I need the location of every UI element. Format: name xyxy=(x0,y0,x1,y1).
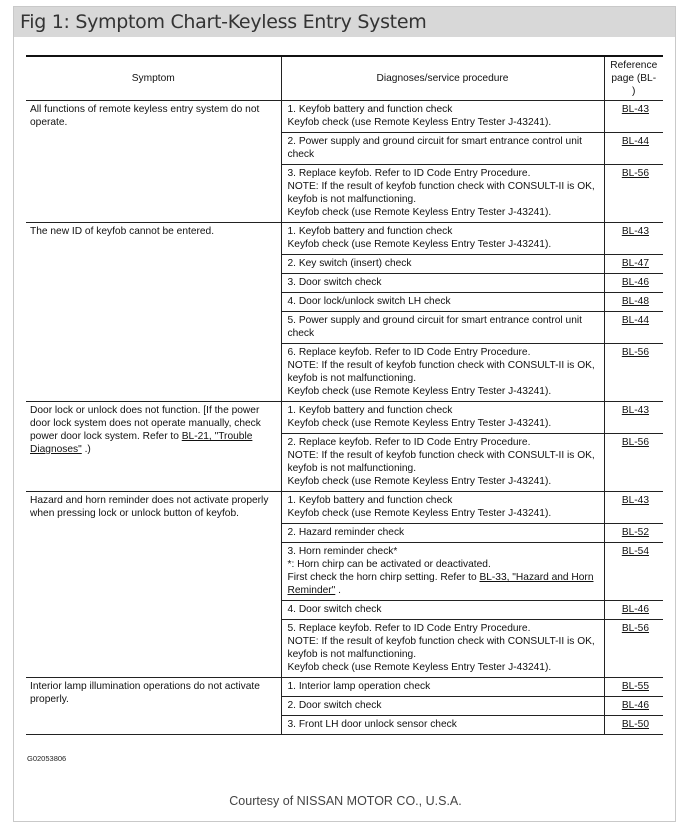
reference-page-link[interactable]: BL-54 xyxy=(621,546,649,557)
procedure-cell xyxy=(281,312,604,344)
reference-page-link[interactable]: BL-55 xyxy=(621,681,649,692)
procedure-line: 6. Replace keyfob. Refer to ID Code Entry Procedure. xyxy=(287,347,531,358)
procedure-line: 1. Keyfob battery and function check xyxy=(287,495,453,506)
reference-page-link[interactable]: BL-43 xyxy=(621,226,649,237)
reference-cell xyxy=(604,434,663,492)
procedure-cell xyxy=(281,434,604,492)
procedure-cell xyxy=(281,620,604,678)
procedure-line: Keyfob check (use Remote Keyless Entry Tester J-43241). xyxy=(287,117,552,128)
procedure-cell xyxy=(281,133,604,165)
reference-cell xyxy=(604,312,663,344)
procedure-line: 1. Keyfob battery and function check xyxy=(287,226,453,237)
symptom-chart-table xyxy=(26,55,663,735)
table-header-row xyxy=(26,56,663,101)
table-body xyxy=(26,101,663,735)
procedure-line: 1. Interior lamp operation check xyxy=(287,681,431,692)
reference-page-link[interactable]: BL-46 xyxy=(621,604,649,615)
reference-page-link[interactable]: BL-43 xyxy=(621,104,649,115)
procedure-line: NOTE: If the result of keyfob function check with CONSULT-II is OK, keyfob is not malfunctioning. xyxy=(287,181,595,205)
reference-cell xyxy=(604,524,663,543)
header-procedure: Diagnoses/service procedure xyxy=(281,56,604,101)
procedure-line: 2. Power supply and ground circuit for smart entrance control unit check xyxy=(287,136,582,160)
procedure-line: 2. Replace keyfob. Refer to ID Code Entry Procedure. xyxy=(287,437,531,448)
reference-cell xyxy=(604,601,663,620)
reference-cell xyxy=(604,697,663,716)
procedure-line: Keyfob check (use Remote Keyless Entry Tester J-43241). xyxy=(287,207,552,218)
reference-page-link[interactable]: BL-56 xyxy=(621,623,649,634)
reference-page-link[interactable]: BL-56 xyxy=(621,168,649,179)
procedure-line: NOTE: If the result of keyfob function check with CONSULT-II is OK, keyfob is not malfunctioning. xyxy=(287,360,595,384)
procedure-line: Keyfob check (use Remote Keyless Entry Tester J-43241). xyxy=(287,418,552,429)
figure-frame xyxy=(13,6,676,822)
figure-title: Fig 1: Symptom Chart-Keyless Entry System xyxy=(14,7,675,37)
procedure-line: Keyfob check (use Remote Keyless Entry Tester J-43241). xyxy=(287,239,552,250)
reference-page-link[interactable]: BL-43 xyxy=(621,495,649,506)
reference-page-link[interactable]: BL-56 xyxy=(621,347,649,358)
procedure-cell xyxy=(281,492,604,524)
reference-page-link[interactable]: BL-52 xyxy=(621,527,649,538)
reference-cell xyxy=(604,165,663,223)
symptom-text-tail: .) xyxy=(81,444,91,455)
reference-page-link[interactable]: BL-46 xyxy=(621,700,649,711)
table-row xyxy=(26,101,663,133)
symptom-reference-link[interactable]: BL-21, "Trouble Diagnoses" xyxy=(30,431,253,455)
symptom-text: Door lock or unlock does not function. [If the power door lock system does not operate manually, check power door lock system. Refer to xyxy=(30,405,261,442)
symptom-text: The new ID of keyfob cannot be entered. xyxy=(30,226,215,237)
procedure-line: Keyfob check (use Remote Keyless Entry Tester J-43241). xyxy=(287,508,552,519)
procedure-line: 3. Door switch check xyxy=(287,277,382,288)
reference-cell xyxy=(604,716,663,735)
procedure-cell xyxy=(281,255,604,274)
procedure-line: NOTE: If the result of keyfob function check with CONSULT-II is OK, keyfob is not malfunctioning. xyxy=(287,450,595,474)
procedure-line: NOTE: If the result of keyfob function check with CONSULT-II is OK, keyfob is not malfunctioning. xyxy=(287,636,595,660)
reference-cell xyxy=(604,620,663,678)
procedure-line: 5. Power supply and ground circuit for smart entrance control unit check xyxy=(287,315,582,339)
reference-cell xyxy=(604,678,663,697)
procedure-reference-link[interactable]: BL-33, "Hazard and Horn Reminder" xyxy=(287,572,594,596)
reference-page-link[interactable]: BL-50 xyxy=(621,719,649,730)
table-row xyxy=(26,402,663,434)
reference-cell xyxy=(604,223,663,255)
reference-cell xyxy=(604,543,663,601)
image-code: G02053806 xyxy=(27,754,67,763)
reference-page-link[interactable]: BL-48 xyxy=(621,296,649,307)
procedure-line: 4. Door switch check xyxy=(287,604,382,615)
symptom-cell xyxy=(26,402,281,492)
procedure-cell xyxy=(281,716,604,735)
reference-cell xyxy=(604,402,663,434)
table-row xyxy=(26,223,663,255)
procedure-line-tail: . xyxy=(335,585,341,596)
reference-page-link[interactable]: BL-44 xyxy=(621,136,649,147)
procedure-cell xyxy=(281,101,604,133)
reference-cell xyxy=(604,492,663,524)
symptom-cell xyxy=(26,492,281,678)
header-symptom: Symptom xyxy=(26,56,281,101)
procedure-line: 2. Key switch (insert) check xyxy=(287,258,412,269)
procedure-line: Keyfob check (use Remote Keyless Entry Tester J-43241). xyxy=(287,476,552,487)
procedure-line: 1. Keyfob battery and function check xyxy=(287,405,453,416)
procedure-line: 4. Door lock/unlock switch LH check xyxy=(287,296,451,307)
reference-page-link[interactable]: BL-46 xyxy=(621,277,649,288)
procedure-line: 5. Replace keyfob. Refer to ID Code Entry Procedure. xyxy=(287,623,531,634)
procedure-line: 2. Hazard reminder check xyxy=(287,527,405,538)
reference-page-link[interactable]: BL-47 xyxy=(621,258,649,269)
symptom-text: All functions of remote keyless entry system do not operate. xyxy=(30,104,260,128)
reference-cell xyxy=(604,255,663,274)
procedure-cell xyxy=(281,402,604,434)
procedure-line: *: Horn chirp can be activated or deactivated. xyxy=(287,559,491,570)
procedure-line: Keyfob check (use Remote Keyless Entry Tester J-43241). xyxy=(287,662,552,673)
procedure-cell xyxy=(281,601,604,620)
procedure-line: 1. Keyfob battery and function check xyxy=(287,104,453,115)
procedure-cell xyxy=(281,678,604,697)
procedure-cell xyxy=(281,223,604,255)
reference-page-link[interactable]: BL-43 xyxy=(621,405,649,416)
procedure-cell xyxy=(281,274,604,293)
reference-cell xyxy=(604,133,663,165)
reference-page-link[interactable]: BL-44 xyxy=(621,315,649,326)
symptom-cell xyxy=(26,101,281,223)
procedure-line: Keyfob check (use Remote Keyless Entry Tester J-43241). xyxy=(287,386,552,397)
procedure-cell xyxy=(281,524,604,543)
reference-cell xyxy=(604,293,663,312)
procedure-cell xyxy=(281,293,604,312)
table-row xyxy=(26,492,663,524)
symptom-cell xyxy=(26,678,281,735)
procedure-line: 2. Door switch check xyxy=(287,700,382,711)
symptom-text: Interior lamp illumination operations do not activate properly. xyxy=(30,681,260,705)
procedure-line: 3. Horn reminder check* xyxy=(287,546,398,557)
procedure-cell xyxy=(281,165,604,223)
procedure-line: 3. Replace keyfob. Refer to ID Code Entry Procedure. xyxy=(287,168,531,179)
table-row xyxy=(26,678,663,697)
procedure-cell xyxy=(281,344,604,402)
procedure-cell xyxy=(281,543,604,601)
procedure-line: First check the horn chirp setting. Refer to xyxy=(287,572,480,583)
reference-page-link[interactable]: BL-56 xyxy=(621,437,649,448)
symptom-text: Hazard and horn reminder does not activate properly when pressing lock or unlock button of keyfob. xyxy=(30,495,269,519)
procedure-line: 3. Front LH door unlock sensor check xyxy=(287,719,457,730)
courtesy-line: Courtesy of NISSAN MOTOR CO., U.S.A. xyxy=(229,794,462,808)
symptom-cell xyxy=(26,223,281,402)
reference-cell xyxy=(604,101,663,133)
reference-cell xyxy=(604,274,663,293)
procedure-cell xyxy=(281,697,604,716)
header-reference: Reference page (BL- ) xyxy=(604,56,663,101)
reference-cell xyxy=(604,344,663,402)
